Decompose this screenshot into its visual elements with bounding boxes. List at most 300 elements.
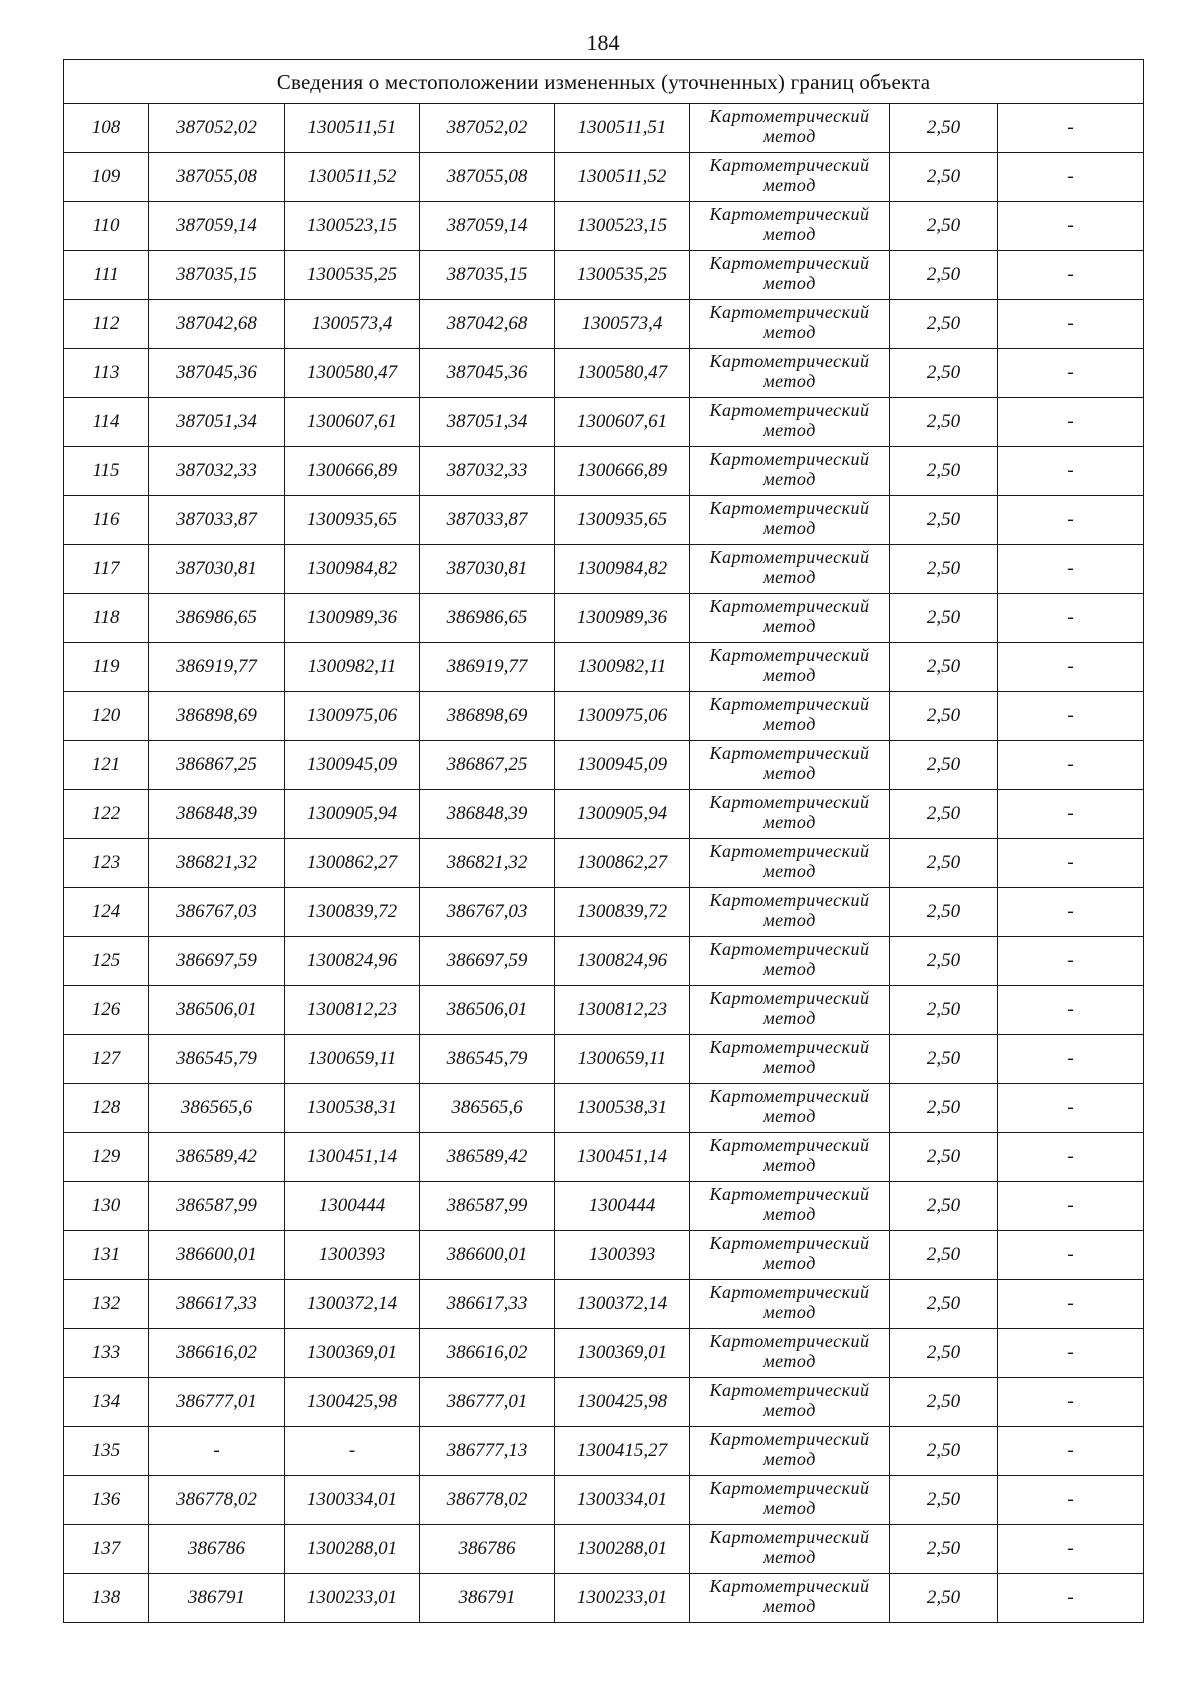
method-label: Картометрический метод (709, 547, 870, 587)
method-cell (690, 349, 890, 398)
point-number-cell: 131 (64, 1231, 149, 1280)
coord-x-2-cell: 387052,02 (420, 104, 555, 153)
accuracy-cell: 2,50 (890, 839, 998, 888)
coord-y-2-cell: 1300666,89 (555, 447, 690, 496)
method-label: Картометрический метод (709, 792, 870, 832)
table-row (64, 104, 1144, 153)
coord-y-2-cell: 1300824,96 (555, 937, 690, 986)
point-number-cell: 122 (64, 790, 149, 839)
table-row (64, 1231, 1144, 1280)
method-label: Картометрический метод (709, 890, 870, 930)
coord-x-1-cell: 387035,15 (149, 251, 285, 300)
note-cell: - (998, 251, 1144, 300)
note-cell: - (998, 1329, 1144, 1378)
method-cell (690, 1231, 890, 1280)
coord-y-2-cell: 1300905,94 (555, 790, 690, 839)
accuracy-cell: 2,50 (890, 1231, 998, 1280)
coord-y-2-cell: 1300984,82 (555, 545, 690, 594)
method-label: Картометрический метод (709, 743, 870, 783)
point-number-cell: 111 (64, 251, 149, 300)
coord-y-1-cell: 1300659,11 (285, 1035, 420, 1084)
accuracy-cell: 2,50 (890, 1427, 998, 1476)
accuracy-cell: 2,50 (890, 1035, 998, 1084)
coord-y-2-cell: 1300935,65 (555, 496, 690, 545)
method-cell (690, 1133, 890, 1182)
table-row (64, 790, 1144, 839)
coord-y-1-cell: 1300982,11 (285, 643, 420, 692)
coord-y-2-cell: 1300415,27 (555, 1427, 690, 1476)
note-cell: - (998, 153, 1144, 202)
table-row (64, 153, 1144, 202)
method-cell (690, 1476, 890, 1525)
coord-x-2-cell: 387059,14 (420, 202, 555, 251)
point-number-cell: 120 (64, 692, 149, 741)
coord-y-2-cell: 1300369,01 (555, 1329, 690, 1378)
method-cell (690, 790, 890, 839)
method-label: Картометрический метод (709, 1184, 870, 1224)
coord-x-1-cell: 386778,02 (149, 1476, 285, 1525)
method-cell (690, 839, 890, 888)
method-cell (690, 300, 890, 349)
method-label: Картометрический метод (709, 1331, 870, 1371)
method-label: Картометрический метод (709, 1380, 870, 1420)
point-number-cell: 135 (64, 1427, 149, 1476)
method-cell (690, 1378, 890, 1427)
method-label: Картометрический метод (709, 694, 870, 734)
coord-y-1-cell: 1300984,82 (285, 545, 420, 594)
accuracy-cell: 2,50 (890, 1574, 998, 1623)
point-number-cell: 132 (64, 1280, 149, 1329)
coord-y-2-cell: 1300812,23 (555, 986, 690, 1035)
coord-y-1-cell: 1300535,25 (285, 251, 420, 300)
coord-x-1-cell: 386600,01 (149, 1231, 285, 1280)
method-cell (690, 1084, 890, 1133)
coord-x-2-cell: 386565,6 (420, 1084, 555, 1133)
coord-x-2-cell: 386616,02 (420, 1329, 555, 1378)
coord-x-2-cell: 387045,36 (420, 349, 555, 398)
method-label: Картометрический метод (709, 841, 870, 881)
accuracy-cell: 2,50 (890, 153, 998, 202)
point-number-cell: 136 (64, 1476, 149, 1525)
coord-y-1-cell: 1300511,52 (285, 153, 420, 202)
coord-x-1-cell: 386786 (149, 1525, 285, 1574)
coord-x-2-cell: 386589,42 (420, 1133, 555, 1182)
coord-y-2-cell: 1300607,61 (555, 398, 690, 447)
method-label: Картометрический метод (709, 1282, 870, 1322)
method-cell (690, 1427, 890, 1476)
page-number: 184 (586, 30, 620, 55)
point-number-cell: 115 (64, 447, 149, 496)
method-label: Картометрический метод (709, 449, 870, 489)
coord-x-2-cell: 386506,01 (420, 986, 555, 1035)
table-row (64, 1427, 1144, 1476)
coord-x-1-cell: 386589,42 (149, 1133, 285, 1182)
coord-x-1-cell: 386919,77 (149, 643, 285, 692)
table-row (64, 349, 1144, 398)
point-number-cell: 114 (64, 398, 149, 447)
note-cell: - (998, 1231, 1144, 1280)
coord-y-2-cell: 1300372,14 (555, 1280, 690, 1329)
coord-y-1-cell: 1300573,4 (285, 300, 420, 349)
coord-x-2-cell: 386821,32 (420, 839, 555, 888)
note-cell: - (998, 398, 1144, 447)
point-number-cell: 128 (64, 1084, 149, 1133)
point-number-cell: 134 (64, 1378, 149, 1427)
point-number-cell: 124 (64, 888, 149, 937)
table-row (64, 300, 1144, 349)
coord-y-1-cell: 1300945,09 (285, 741, 420, 790)
coord-y-2-cell: 1300523,15 (555, 202, 690, 251)
coord-y-1-cell: 1300935,65 (285, 496, 420, 545)
coord-x-1-cell: 386848,39 (149, 790, 285, 839)
coord-y-1-cell: 1300538,31 (285, 1084, 420, 1133)
accuracy-cell: 2,50 (890, 741, 998, 790)
coord-y-1-cell: 1300444 (285, 1182, 420, 1231)
coord-x-2-cell: 386848,39 (420, 790, 555, 839)
note-cell: - (998, 545, 1144, 594)
accuracy-cell: 2,50 (890, 300, 998, 349)
note-cell: - (998, 888, 1144, 937)
coord-y-1-cell: 1300288,01 (285, 1525, 420, 1574)
coord-y-2-cell: 1300839,72 (555, 888, 690, 937)
method-cell (690, 496, 890, 545)
coord-y-1-cell: 1300862,27 (285, 839, 420, 888)
point-number-cell: 129 (64, 1133, 149, 1182)
accuracy-cell: 2,50 (890, 986, 998, 1035)
method-cell (690, 398, 890, 447)
coord-x-2-cell: 386697,59 (420, 937, 555, 986)
note-cell: - (998, 986, 1144, 1035)
method-cell (690, 1035, 890, 1084)
accuracy-cell: 2,50 (890, 104, 998, 153)
method-label: Картометрический метод (709, 988, 870, 1028)
method-label: Картометрический метод (709, 1576, 870, 1616)
table-row (64, 545, 1144, 594)
table-row (64, 1182, 1144, 1231)
table-row (64, 888, 1144, 937)
coord-y-1-cell: 1300989,36 (285, 594, 420, 643)
coord-x-2-cell: 387032,33 (420, 447, 555, 496)
coord-x-2-cell: 386777,01 (420, 1378, 555, 1427)
method-label: Картометрический метод (709, 1233, 870, 1273)
coord-x-2-cell: 387042,68 (420, 300, 555, 349)
accuracy-cell: 2,50 (890, 888, 998, 937)
accuracy-cell: 2,50 (890, 545, 998, 594)
coord-y-1-cell: 1300523,15 (285, 202, 420, 251)
coord-x-2-cell: 386786 (420, 1525, 555, 1574)
table-row (64, 1280, 1144, 1329)
coord-x-2-cell: 386617,33 (420, 1280, 555, 1329)
accuracy-cell: 2,50 (890, 1329, 998, 1378)
coord-x-1-cell: 386898,69 (149, 692, 285, 741)
point-number-cell: 123 (64, 839, 149, 888)
accuracy-cell: 2,50 (890, 1182, 998, 1231)
coord-x-1-cell: 387033,87 (149, 496, 285, 545)
coord-x-1-cell: 386867,25 (149, 741, 285, 790)
coord-x-1-cell: 386777,01 (149, 1378, 285, 1427)
point-number-cell: 133 (64, 1329, 149, 1378)
coord-y-2-cell: 1300975,06 (555, 692, 690, 741)
note-cell: - (998, 202, 1144, 251)
coord-y-2-cell: 1300573,4 (555, 300, 690, 349)
coord-x-1-cell: 386565,6 (149, 1084, 285, 1133)
coord-x-2-cell: 386898,69 (420, 692, 555, 741)
method-cell (690, 545, 890, 594)
coord-x-1-cell: 386545,79 (149, 1035, 285, 1084)
accuracy-cell: 2,50 (890, 496, 998, 545)
method-label: Картометрический метод (709, 302, 870, 342)
accuracy-cell: 2,50 (890, 202, 998, 251)
note-cell: - (998, 349, 1144, 398)
coord-x-1-cell: 387045,36 (149, 349, 285, 398)
table-row (64, 1574, 1144, 1623)
coord-y-2-cell: 1300233,01 (555, 1574, 690, 1623)
note-cell: - (998, 937, 1144, 986)
table-row (64, 1035, 1144, 1084)
coord-y-2-cell: 1300425,98 (555, 1378, 690, 1427)
coord-y-1-cell: 1300580,47 (285, 349, 420, 398)
point-number-cell: 125 (64, 937, 149, 986)
table-row (64, 447, 1144, 496)
note-cell: - (998, 1476, 1144, 1525)
coord-x-2-cell: 386867,25 (420, 741, 555, 790)
point-number-cell: 117 (64, 545, 149, 594)
coord-x-2-cell: 386919,77 (420, 643, 555, 692)
table-title: Сведения о местоположении измененных (уточненных) границ объекта (64, 60, 1144, 104)
method-cell (690, 153, 890, 202)
coord-x-2-cell: 386767,03 (420, 888, 555, 937)
point-number-cell: 127 (64, 1035, 149, 1084)
coord-x-1-cell: 387042,68 (149, 300, 285, 349)
coord-x-1-cell: 387052,02 (149, 104, 285, 153)
coord-x-1-cell: 386821,32 (149, 839, 285, 888)
method-label: Картометрический метод (709, 106, 870, 146)
note-cell: - (998, 839, 1144, 888)
method-cell (690, 594, 890, 643)
method-cell (690, 1280, 890, 1329)
method-label: Картометрический метод (709, 498, 870, 538)
note-cell: - (998, 1378, 1144, 1427)
note-cell: - (998, 447, 1144, 496)
accuracy-cell: 2,50 (890, 1378, 998, 1427)
table-row (64, 1476, 1144, 1525)
coord-y-2-cell: 1300511,52 (555, 153, 690, 202)
method-cell (690, 104, 890, 153)
coord-y-2-cell: 1300945,09 (555, 741, 690, 790)
coord-x-1-cell: 386697,59 (149, 937, 285, 986)
table-row (64, 1525, 1144, 1574)
method-label: Картометрический метод (709, 939, 870, 979)
note-cell: - (998, 496, 1144, 545)
table-row (64, 1133, 1144, 1182)
coord-y-1-cell: 1300233,01 (285, 1574, 420, 1623)
note-cell: - (998, 1427, 1144, 1476)
accuracy-cell: 2,50 (890, 447, 998, 496)
method-label: Картометрический метод (709, 645, 870, 685)
table-body (64, 60, 1144, 1623)
method-label: Картометрический метод (709, 1527, 870, 1567)
method-label: Картометрический метод (709, 1429, 870, 1469)
coord-x-1-cell: 386587,99 (149, 1182, 285, 1231)
coord-x-2-cell: 387035,15 (420, 251, 555, 300)
note-cell: - (998, 1280, 1144, 1329)
note-cell: - (998, 1084, 1144, 1133)
coord-y-1-cell: 1300812,23 (285, 986, 420, 1035)
method-cell (690, 1525, 890, 1574)
coord-y-2-cell: 1300393 (555, 1231, 690, 1280)
coord-x-2-cell: 386600,01 (420, 1231, 555, 1280)
note-cell: - (998, 643, 1144, 692)
method-label: Картометрический метод (709, 1037, 870, 1077)
method-cell (690, 986, 890, 1035)
coord-x-2-cell: 386791 (420, 1574, 555, 1623)
method-cell (690, 643, 890, 692)
accuracy-cell: 2,50 (890, 1084, 998, 1133)
coord-y-1-cell: 1300824,96 (285, 937, 420, 986)
coord-y-1-cell: 1300451,14 (285, 1133, 420, 1182)
method-cell (690, 1329, 890, 1378)
method-cell (690, 447, 890, 496)
coord-x-1-cell: 386616,02 (149, 1329, 285, 1378)
coord-y-2-cell: 1300444 (555, 1182, 690, 1231)
note-cell: - (998, 1525, 1144, 1574)
method-label: Картометрический метод (709, 253, 870, 293)
table-row (64, 202, 1144, 251)
coord-y-2-cell: 1300989,36 (555, 594, 690, 643)
coord-x-1-cell: 387055,08 (149, 153, 285, 202)
coord-x-1-cell: 386767,03 (149, 888, 285, 937)
coord-x-1-cell: 387032,33 (149, 447, 285, 496)
table-row (64, 643, 1144, 692)
method-label: Картометрический метод (709, 155, 870, 195)
point-number-cell: 119 (64, 643, 149, 692)
point-number-cell: 112 (64, 300, 149, 349)
coord-y-1-cell: 1300839,72 (285, 888, 420, 937)
coord-x-2-cell: 386587,99 (420, 1182, 555, 1231)
accuracy-cell: 2,50 (890, 349, 998, 398)
accuracy-cell: 2,50 (890, 1280, 998, 1329)
accuracy-cell: 2,50 (890, 643, 998, 692)
table-row (64, 839, 1144, 888)
note-cell: - (998, 692, 1144, 741)
point-number-cell: 137 (64, 1525, 149, 1574)
note-cell: - (998, 300, 1144, 349)
coord-y-1-cell: 1300425,98 (285, 1378, 420, 1427)
coord-x-2-cell: 386986,65 (420, 594, 555, 643)
point-number-cell: 130 (64, 1182, 149, 1231)
table-row (64, 496, 1144, 545)
accuracy-cell: 2,50 (890, 594, 998, 643)
method-label: Картометрический метод (709, 596, 870, 636)
table-row (64, 251, 1144, 300)
coord-y-1-cell: 1300334,01 (285, 1476, 420, 1525)
accuracy-cell: 2,50 (890, 398, 998, 447)
coord-y-2-cell: 1300511,51 (555, 104, 690, 153)
point-number-cell: 110 (64, 202, 149, 251)
point-number-cell: 108 (64, 104, 149, 153)
accuracy-cell: 2,50 (890, 251, 998, 300)
coord-x-1-cell: 387051,34 (149, 398, 285, 447)
coord-y-1-cell: 1300607,61 (285, 398, 420, 447)
method-label: Картометрический метод (709, 1478, 870, 1518)
coord-x-2-cell: 387055,08 (420, 153, 555, 202)
table-row (64, 1084, 1144, 1133)
coord-x-1-cell: 386791 (149, 1574, 285, 1623)
coord-y-2-cell: 1300659,11 (555, 1035, 690, 1084)
point-number-cell: 116 (64, 496, 149, 545)
accuracy-cell: 2,50 (890, 790, 998, 839)
coord-x-1-cell: 386617,33 (149, 1280, 285, 1329)
coord-y-1-cell: 1300372,14 (285, 1280, 420, 1329)
note-cell: - (998, 741, 1144, 790)
point-number-cell: 113 (64, 349, 149, 398)
method-label: Картометрический метод (709, 1086, 870, 1126)
coord-y-2-cell: 1300982,11 (555, 643, 690, 692)
coord-y-2-cell: 1300862,27 (555, 839, 690, 888)
note-cell: - (998, 594, 1144, 643)
coord-y-1-cell: 1300511,51 (285, 104, 420, 153)
coord-x-2-cell: 386777,13 (420, 1427, 555, 1476)
coord-x-1-cell: 387030,81 (149, 545, 285, 594)
note-cell: - (998, 1035, 1144, 1084)
coord-x-2-cell: 386778,02 (420, 1476, 555, 1525)
coord-x-2-cell: 386545,79 (420, 1035, 555, 1084)
accuracy-cell: 2,50 (890, 1133, 998, 1182)
point-number-cell: 121 (64, 741, 149, 790)
note-cell: - (998, 790, 1144, 839)
method-cell (690, 692, 890, 741)
table-row (64, 1329, 1144, 1378)
note-cell: - (998, 104, 1144, 153)
coord-y-1-cell: 1300975,06 (285, 692, 420, 741)
method-cell (690, 937, 890, 986)
method-cell (690, 251, 890, 300)
accuracy-cell: 2,50 (890, 692, 998, 741)
coord-x-2-cell: 387030,81 (420, 545, 555, 594)
method-label: Картометрический метод (709, 204, 870, 244)
note-cell: - (998, 1182, 1144, 1231)
coord-x-2-cell: 387033,87 (420, 496, 555, 545)
coord-x-1-cell: - (149, 1427, 285, 1476)
method-cell (690, 1182, 890, 1231)
table-row (64, 741, 1144, 790)
coord-y-1-cell: 1300905,94 (285, 790, 420, 839)
coord-y-1-cell: 1300369,01 (285, 1329, 420, 1378)
coord-y-2-cell: 1300580,47 (555, 349, 690, 398)
method-cell (690, 202, 890, 251)
method-cell (690, 741, 890, 790)
coord-x-1-cell: 387059,14 (149, 202, 285, 251)
boundary-coordinates-table (63, 59, 1144, 1623)
point-number-cell: 118 (64, 594, 149, 643)
method-label: Картометрический метод (709, 351, 870, 391)
method-cell (690, 888, 890, 937)
method-label: Картометрический метод (709, 400, 870, 440)
coord-y-2-cell: 1300538,31 (555, 1084, 690, 1133)
coord-y-1-cell: 1300393 (285, 1231, 420, 1280)
coord-x-1-cell: 386506,01 (149, 986, 285, 1035)
table-row (64, 398, 1144, 447)
method-cell (690, 1574, 890, 1623)
table-row (64, 986, 1144, 1035)
point-number-cell: 126 (64, 986, 149, 1035)
accuracy-cell: 2,50 (890, 937, 998, 986)
coord-x-2-cell: 387051,34 (420, 398, 555, 447)
note-cell: - (998, 1574, 1144, 1623)
point-number-cell: 138 (64, 1574, 149, 1623)
method-label: Картометрический метод (709, 1135, 870, 1175)
table-row (64, 1378, 1144, 1427)
